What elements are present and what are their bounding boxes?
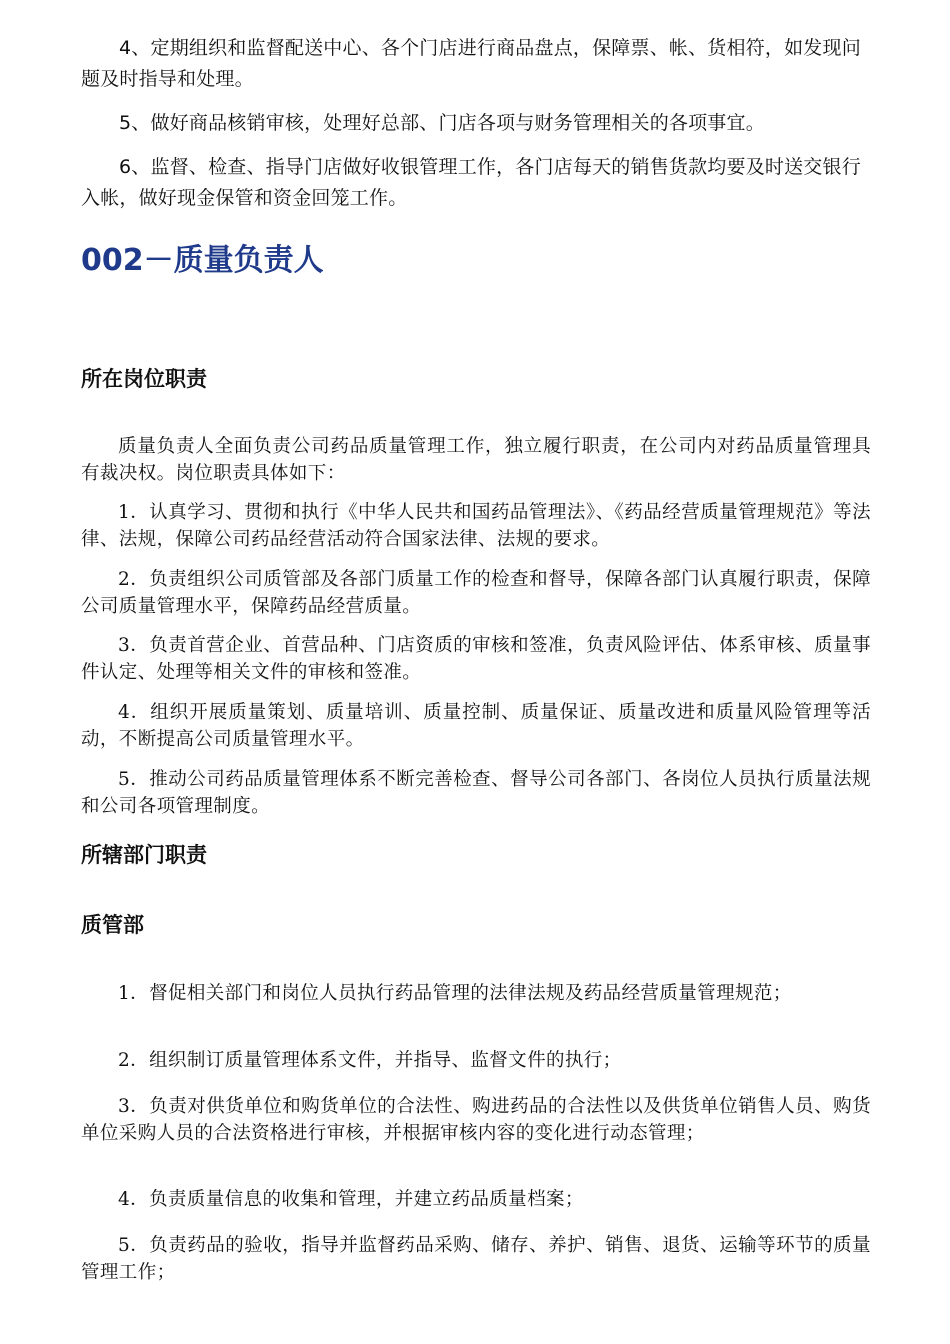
dept-duty-item-2: 2．组织制订质量管理体系文件，并指导、监督文件的执行； [118,1050,622,1071]
intro-item-6: 6、监督、检查、指导门店做好收银管理工作，各门店每天的销售货款均要及时送交银行入帐，做好现金保管和资金回笼工作。 [81,156,861,209]
intro-item-4: 4、定期组织和监督配送中心、各个门店进行商品盘点，保障票、帐、货相符，如发现问题及时指导和处理。 [81,37,861,90]
dept-duty-item-5: 5．负责药品的验收，指导并监督药品采购、储存、养护、销售、退货、运输等环节的质量管理工作； [81,1235,871,1283]
section-title: 002－质量负责人 [81,243,324,278]
post-duty-item-4: 4．组织开展质量策划、质量培训、质量控制、质量保证、质量改进和质量风险管理等活动，不断提高公司质量管理水平。 [81,702,871,750]
post-duty-item-1: 1．认真学习、贯彻和执行《中华人民共和国药品管理法》、《药品经营质量管理规范》等法律、法规，保障公司药品经营活动符合国家法律、法规的要求。 [81,502,871,550]
post-duty-item-3: 3．负责首营企业、首营品种、门店资质的审核和签准，负责风险评估、体系审核、质量事件认定、处理等相关文件的审核和签准。 [81,635,871,683]
post-duty-heading: 所在岗位职责 [81,367,207,391]
dept-duty-item-1: 1．督促相关部门和岗位人员执行药品管理的法律法规及药品经营质量管理规范； [118,983,792,1004]
dept-subheading: 质管部 [81,913,144,937]
dept-duty-heading: 所辖部门职责 [81,843,207,867]
post-duty-lead: 质量负责人全面负责公司药品质量管理工作，独立履行职责，在公司内对药品质量管理具有裁决权。岗位职责具体如下： [81,436,871,484]
intro-item-5: 5、做好商品核销审核，处理好总部、门店各项与财务管理相关的各项事宜。 [119,112,765,134]
post-duty-item-5: 5．推动公司药品质量管理体系不断完善检查、督导公司各部门、各岗位人员执行质量法规和公司各项管理制度。 [81,769,871,817]
dept-duty-item-4: 4．负责质量信息的收集和管理，并建立药品质量档案； [118,1189,584,1210]
post-duty-item-2: 2．负责组织公司质管部及各部门质量工作的检查和督导，保障各部门认真履行职责，保障公司质量管理水平，保障药品经营质量。 [81,569,871,617]
dept-duty-item-3: 3．负责对供货单位和购货单位的合法性、购进药品的合法性以及供货单位销售人员、购货单位采购人员的合法资格进行审核，并根据审核内容的变化进行动态管理； [81,1096,871,1144]
